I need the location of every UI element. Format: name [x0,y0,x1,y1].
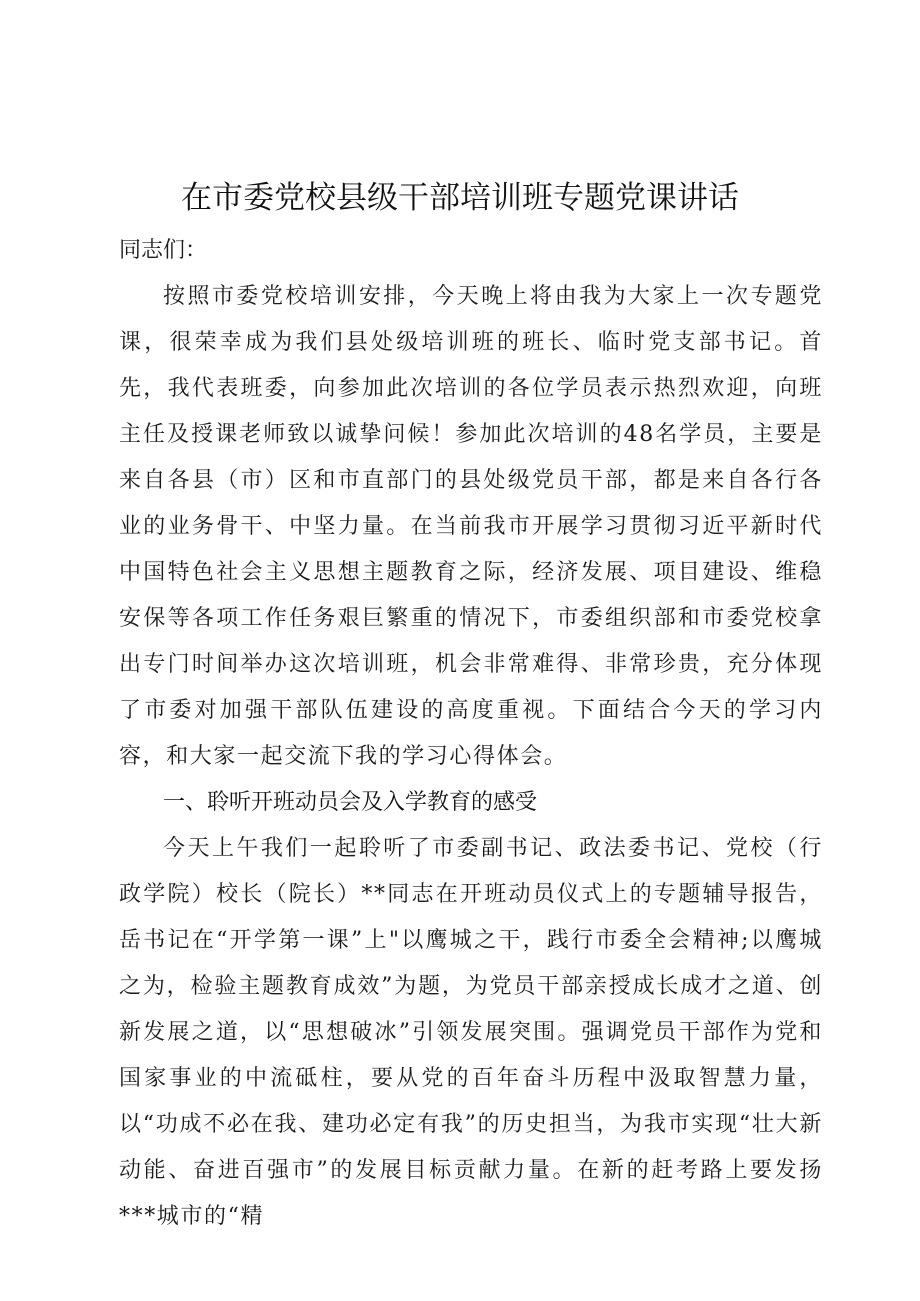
document-body [119,228,823,1240]
salutation: 同志们： [119,238,208,263]
document-title: 在市委党校县级干部培训班专题党课讲话 [181,180,739,216]
section-heading-1: 一、聆听开班动员会及入学教育的感受 [163,790,538,815]
paragraph-intro: 按照市委党校培训安排，今天晚上将由我为大家上一次专题党课，很荣幸成为我们县处级培训班的班长、临时党支部书记。首先，我代表班委，向参加此次培训的各位学员表示热烈欢迎，向班主任及授课老师致以诚挚问候！参加此次培训的48名学员，主要是来自各县（市）区和市直部门的县处级党员干部，都是来自各行各业的业务骨干、中坚力量。在当前我市开展学习贯彻习近平新时代中国特色社会主义思想主题教育之际，经济发展、项目建设、维稳安保等各项工作任务艰巨繁重的情况下，市委组织部和市委党校拿出专门时间举办这次培训班，机会非常难得、非常珍贵，充分体现了市委对加强干部队伍建设的高度重视。下面结合今天的学习内容，和大家一起交流下我的学习心得体会。 [119,284,823,769]
paragraph-section-1: 今天上午我们一起聆听了市委副书记、政法委书记、党校（行政学院）校长（院长）**同志在开班动员仪式上的专题辅导报告，岳书记在“开学第一课”上"以鹰城之干，践行市委全会精神;以鹰城之为，检验主题教育成效”为题，为党员干部亲授成长成才之道、创新发展之道，以“思想破冰”引领发展突围。强调党员干部作为党和国家事业的中流砥柱，要从党的百年奋斗历程中汲取智慧力量，以“功成不必在我、建功必定有我”的历史担当，为我市实现“壮大新动能、奋进百强市”的发展目标贡献力量。在新的赶考路上要发扬***城市的“精 [119,836,823,1229]
